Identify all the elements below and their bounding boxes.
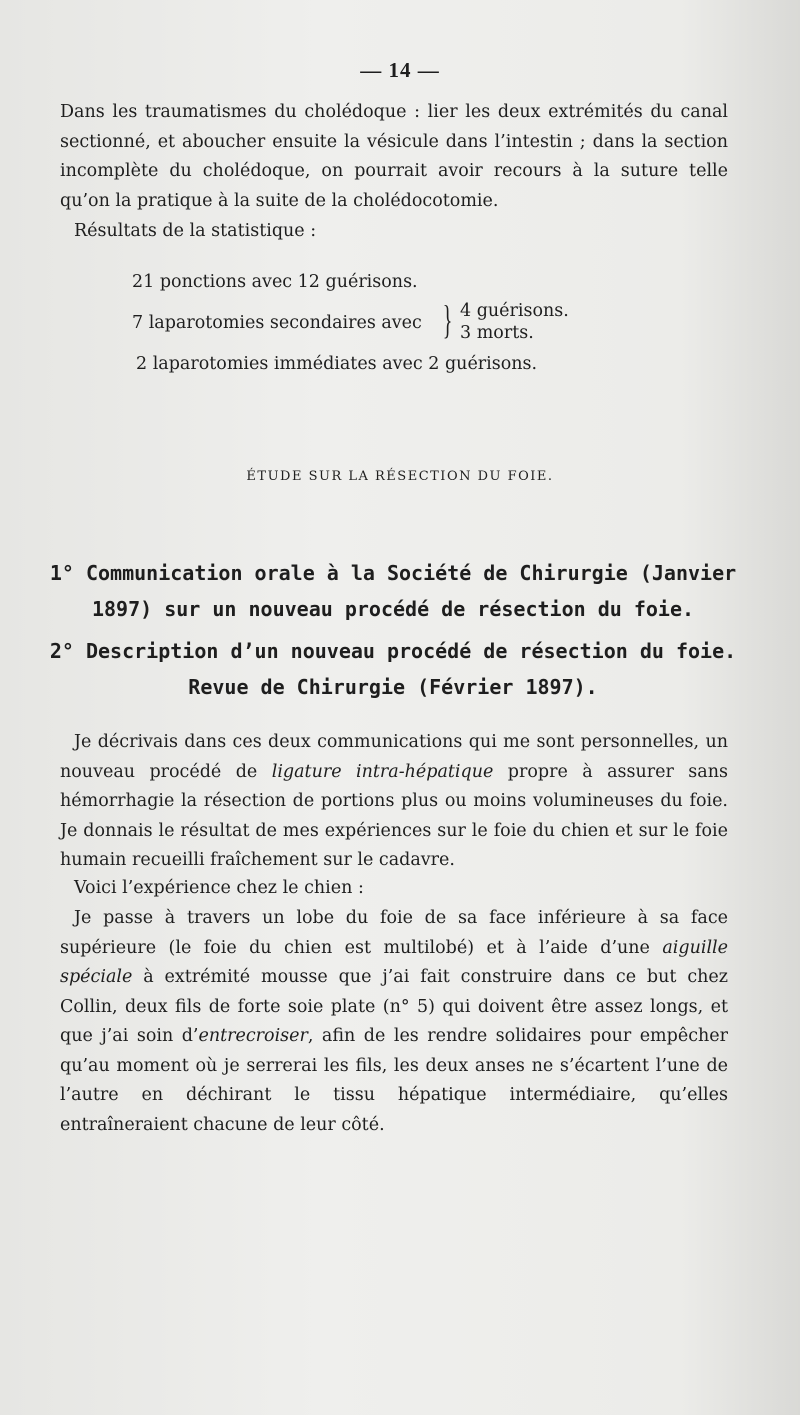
- stat-laparotomies-secondaires: 7 laparotomies secondaires avec: [132, 313, 422, 333]
- paragraph-communications: Je décrivais dans ces deux communications qui me sont personnelles, un nouveau procédé de ligature intra-hépatique propre à assurer sans hémorrhagie la résection de portions plus ou moins volumineuses du foie. Je donnais le résultat de mes expériences sur le foie du chien et sur le foie humain recueilli fraîchement sur le cadavre.: [60, 732, 728, 870]
- heading-description: 2° Description d’un nouveau procédé de résection du foie. Revue de Chirurgie (Février 1897).: [49, 639, 737, 699]
- heading-communication: 1° Communication orale à la Société de Chirurgie (Janvier 1897) sur un nouveau procédé de résection du foie.: [49, 561, 737, 621]
- emphasis-ligature: ligature intra-hépatique: [271, 761, 494, 782]
- stat-laparotomies-immediates: 2 laparotomies immédiates avec 2 guérisons.: [136, 354, 538, 374]
- stat-guerisons: 4 guérisons.: [460, 301, 569, 321]
- paragraph-experience: Voici l’expérience chez le chien :: [74, 878, 364, 898]
- section-title: ÉTUDE SUR LA RÉSECTION DU FOIE.: [246, 469, 554, 484]
- emphasis-entrecroiser: entrecroiser: [198, 1026, 308, 1046]
- stat-ponctions: 21 ponctions avec 12 guérisons.: [132, 272, 418, 292]
- page-number: — 14 —: [360, 58, 440, 82]
- paragraph-procede: Je passe à travers un lobe du foie de sa face inférieure à sa face supérieure (le foie du chien est multilobé) et à l’aide d’une aiguille spéciale à extrémité mousse que j’ai fait construire dans ce but chez Collin, deux fils de forte soie plate (n° 5) qui doivent être assez longs, et que j’ai soin d’entrecroiser, afin de les rendre solidaires pour empêcher qu’au moment où je serrerai les fils, les deux anses ne s’écartent l’une de l’autre en déchirant le tissu hépatique intermédiaire, qu’elles entraîneraient chacune de leur côté.: [60, 908, 728, 1135]
- emphasis-aiguille: aiguille spéciale: [60, 937, 728, 987]
- paragraph-resultats: Résultats de la statistique :: [74, 221, 317, 241]
- paragraph-traumatismes: Dans les traumatismes du cholédoque : lier les deux extrémités du canal sectionné, et aboucher ensuite la vésicule dans l’intestin ; dans la section incomplète du cholédoque, on pourrait avoir recours à la suture telle qu’on la pratique à la suite de la cholédocotomie.: [60, 102, 728, 211]
- brace-icon: }: [442, 297, 453, 342]
- stat-morts: 3 morts.: [460, 323, 534, 343]
